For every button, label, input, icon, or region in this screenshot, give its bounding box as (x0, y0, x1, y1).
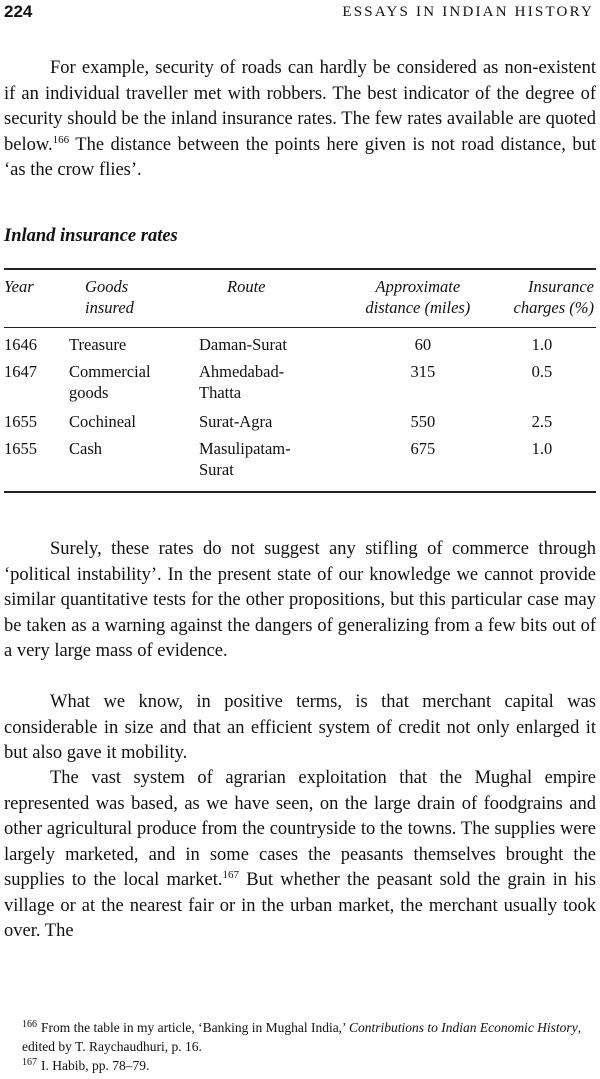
header-route: Route (226, 277, 266, 296)
table-top-rule (4, 268, 596, 270)
table-header-row (4, 276, 596, 327)
footnote-166-mark: 166 (22, 1019, 37, 1030)
cell-year: 1655 (4, 439, 37, 458)
header-year: Year (4, 277, 34, 296)
cell-route: Ahmedabad- Thatta (198, 362, 285, 402)
cell-goods: Cochineal (69, 412, 136, 431)
cell-goods: Cash (69, 439, 103, 458)
footnote-166-book-title: Contributions to Indian Economic History (348, 1020, 578, 1035)
cell-distance: 60 (414, 335, 432, 354)
cell-charge: 2.5 (531, 412, 553, 431)
cell-distance: 315 (410, 362, 436, 381)
table-row (4, 403, 596, 432)
paragraph-2: Surely, these rates do not suggest any stifling of commerce through ‘political instability’. In the present state of our knowledge we cannot provide similar quantitative tests for the other propositions, but this particular case may be taken as a warning against the dangers of generalizing from a few bits out of a very large mass of evidence. (4, 539, 596, 661)
paragraph-4-tail: But whether the peasant sold the grain in his village or at the nearest fair or in the urban market, the merchant usually took over. The (4, 870, 596, 941)
footnote-ref-167: 167 (222, 869, 240, 881)
page-number: 224 (4, 2, 33, 21)
cell-charge: 1.0 (531, 335, 553, 354)
cell-route: Surat-Agra (198, 412, 273, 431)
cell-charge: 0.5 (531, 362, 553, 381)
table-bottom-rule (4, 491, 596, 493)
cell-year: 1646 (4, 335, 37, 354)
footnote-ref-166: 166 (52, 133, 70, 146)
cell-distance: 675 (410, 439, 436, 458)
insurance-rates-table (4, 276, 596, 480)
cell-route: Masulipatam- Surat (198, 439, 291, 479)
cell-route: Daman-Surat (198, 335, 287, 354)
table-title: Inland insurance rates (4, 226, 178, 246)
paragraph-4 (4, 766, 596, 945)
table-row (4, 327, 596, 355)
cell-charge: 1.0 (531, 439, 553, 458)
paragraph-4-text: The vast system of agrarian exploitation that the Mughal empire represented was based, as we have seen, on the large drain of foodgrains and other agricultural produce from the countryside to the towns. The supplies were largely marketed, and in some cases the peasants themselves brought the supplies to the local market. (4, 768, 596, 890)
header-goods: Goods insured (85, 277, 134, 317)
footnote-167: $^{167}$ I. Habib, pp. 78–79. (22, 1057, 150, 1073)
paragraph-1 (4, 56, 596, 184)
paragraph-1-tail: The distance between the points here given is not road distance, but ‘as the crow flies’. (4, 134, 596, 180)
running-title: ESSAYS IN INDIAN HISTORY (342, 4, 594, 20)
table-header-rule (4, 327, 596, 328)
header-insurance: Insurance charges (%) (513, 277, 594, 317)
cell-year: 1655 (4, 412, 37, 431)
paragraph-3: What we know, in positive terms, is that merchant capital was considerable in size and that an efficient system of credit not only enlarged it but also gave it mobility. (4, 692, 596, 763)
table-row (4, 355, 596, 403)
table-row (4, 432, 596, 480)
cell-goods: Commercial goods (69, 362, 151, 402)
header-distance: Approximate distance (miles) (365, 277, 471, 317)
cell-goods: Treasure (69, 335, 127, 354)
footnotes (22, 1018, 596, 1075)
footnote-167-mark: 167 (22, 1057, 37, 1068)
paragraph-1-text: For example, security of roads can hardly be considered as non-existent if an individual traveller met with robbers. The best indicator of the degree of security should be the inland insurance rates. The few rates available are quoted below. (4, 58, 596, 155)
footnote-166: $^{166}$ From the table in my article, ‘Banking in Mughal India,’ Contributions to Indian Economic History, edited by T. Raychaudhuri, p. 16. (22, 1019, 582, 1054)
cell-distance: 550 (410, 412, 436, 431)
cell-year: 1647 (4, 362, 37, 381)
